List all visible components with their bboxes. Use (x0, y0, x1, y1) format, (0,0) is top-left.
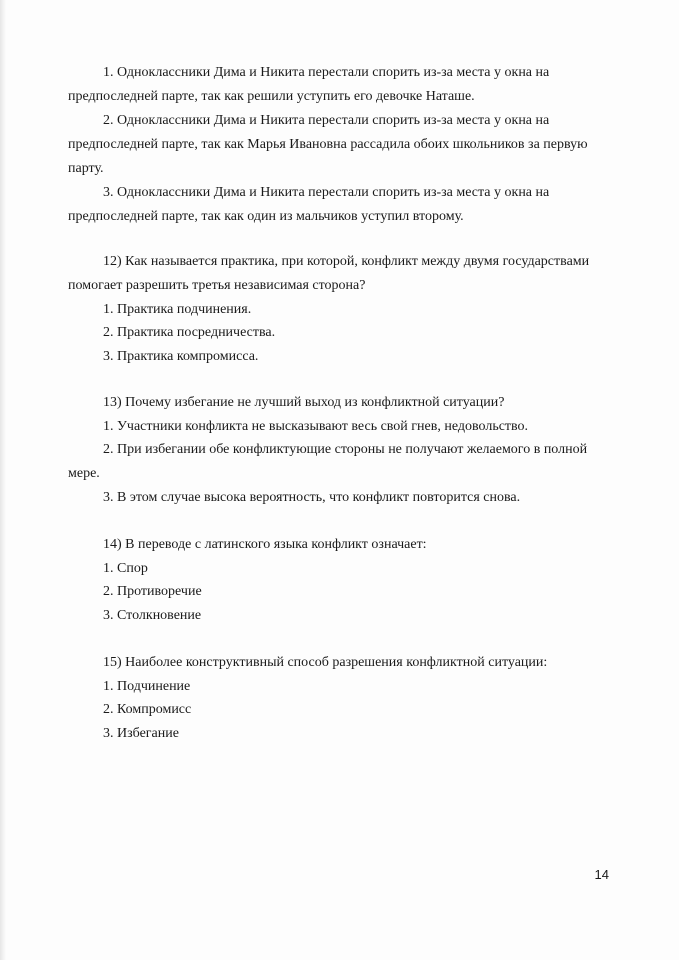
question-15: 15) Наиболее конструктивный способ разрешения конфликтной ситуации: (103, 655, 548, 670)
answer-line: парту. (68, 161, 104, 176)
option-2: 2. Противоречие (103, 584, 202, 599)
question-12-cont: помогает разрешить третья независимая сторона? (68, 278, 366, 293)
question-12: 12) Как называется практика, при которой, конфликт между двумя государствами (103, 254, 590, 269)
option-2: 2. Практика посредничества. (103, 325, 276, 340)
answer-line: предпоследней парте, так как один из мальчиков уступил второму. (68, 209, 464, 224)
option-2: 2. При избегании обе конфликтующие стороны не получают желаемого в полной (103, 442, 588, 457)
answer-line: предпоследней парте, так как Марья Ивановна рассадила обоих школьников за первую (68, 137, 588, 152)
option-1: 1. Практика подчинения. (103, 302, 252, 317)
option-1: 1. Подчинение (103, 679, 191, 694)
scan-edge-shadow (0, 0, 6, 960)
option-2: 2. Компромисс (103, 702, 192, 717)
answer-line: 2. Одноклассники Дима и Никита перестали спорить из-за места у окна на (103, 113, 550, 128)
question-14: 14) В переводе с латинского языка конфликт означает: (103, 537, 427, 552)
answer-line: 1. Одноклассники Дима и Никита перестали спорить из-за места у окна на (103, 65, 550, 80)
option-1: 1. Спор (103, 561, 148, 576)
option-3: 3. В этом случае высока вероятность, что конфликт повторится снова. (103, 490, 521, 505)
option-3: 3. Избегание (103, 726, 179, 741)
option-3: 3. Практика компромисса. (103, 349, 259, 364)
page-number: 14 (594, 867, 609, 882)
option-1: 1. Участники конфликта не высказывают весь свой гнев, недовольство. (103, 419, 529, 434)
answer-line: предпоследней парте, так как решили уступить его девочке Наташе. (68, 89, 475, 104)
question-13: 13) Почему избегание не лучший выход из конфликтной ситуации? (103, 395, 505, 410)
option-3: 3. Столкновение (103, 608, 202, 623)
option-2-cont: мере. (68, 466, 100, 481)
answer-line: 3. Одноклассники Дима и Никита перестали спорить из-за места у окна на (103, 185, 550, 200)
